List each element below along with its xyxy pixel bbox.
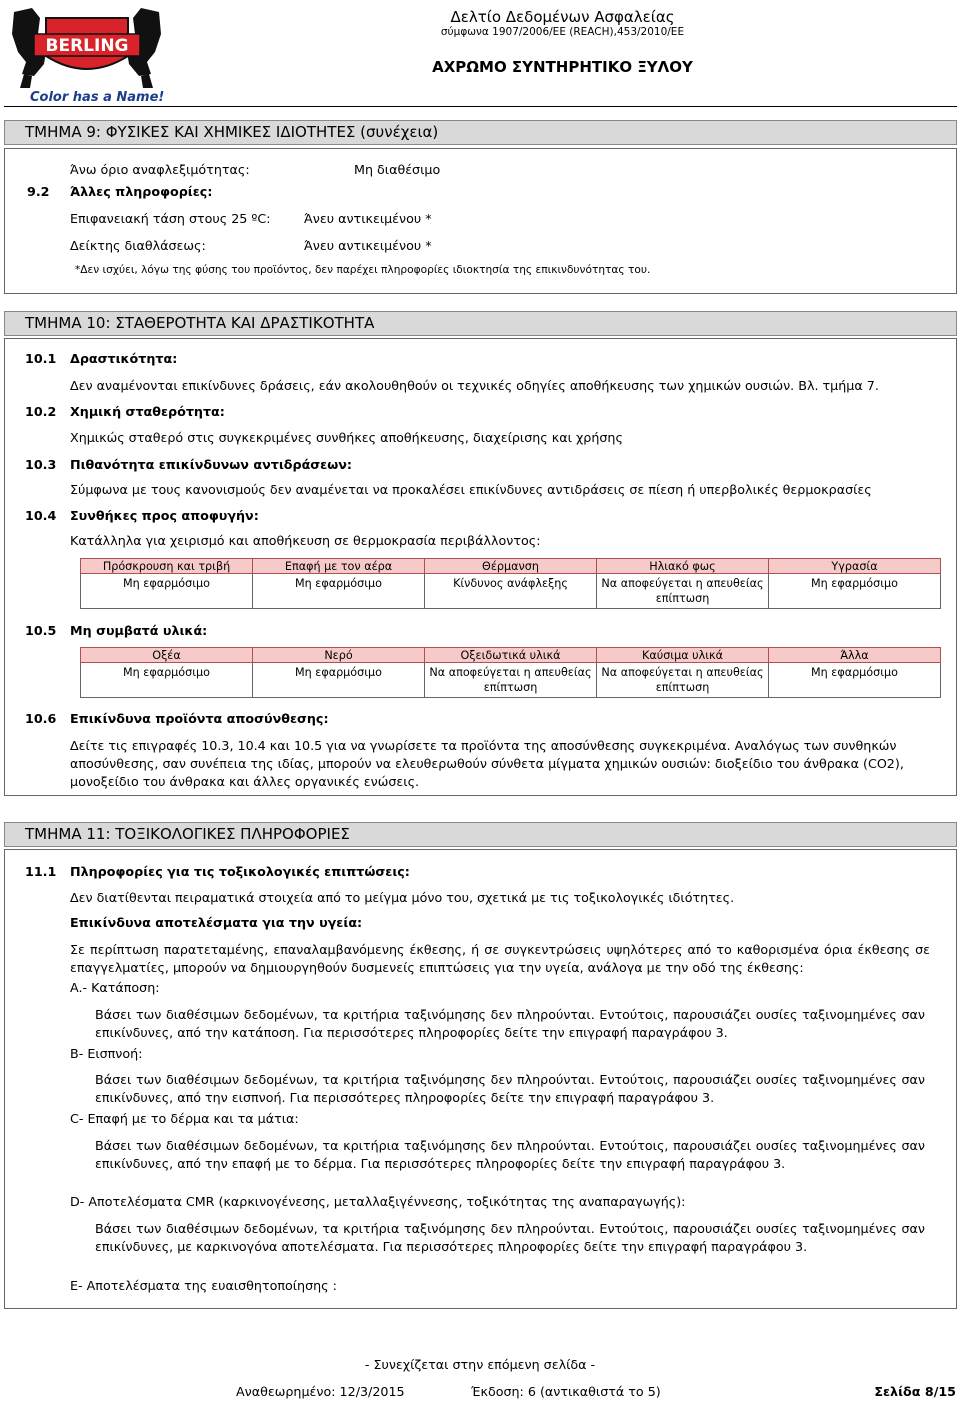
- incompatible-materials-table: [80, 647, 941, 698]
- subsection-10-2-number: 10.2: [25, 404, 57, 419]
- ingestion-label: A.- Κατάποση:: [70, 980, 160, 995]
- edition-info: Έκδοση: 6 (αντικαθιστά το 5): [471, 1384, 661, 1399]
- ingestion-text: Βάσει των διαθέσιμων δεδομένων, τα κριτήρια ταξινόμησης δεν πληρούνται. Εντούτοις, παρουσιάζει ουσίες ταξινομημένες σαν επικίνδυνες, από την κατάποση. Για περισσότερες πληροφορίες δείτε την επιγραφή παραγράφου 3.: [95, 1007, 925, 1040]
- section-10-header: ΤΜΗΜΑ 10: ΣΤΑΘΕΡΟΤΗΤΑ ΚΑΙ ΔΡΑΣΤΙΚΟΤΗΤΑ: [4, 311, 957, 336]
- table-cell: Μη εφαρμόσιμο: [769, 663, 941, 698]
- table-header-cell: Άλλα: [769, 648, 941, 663]
- decomposition-heading: Επικίνδυνα προϊόντα αποσύνθεσης:: [70, 711, 329, 726]
- table-header-cell: Υγρασία: [769, 559, 941, 574]
- table-header-cell: Νερό: [253, 648, 425, 663]
- subsection-10-5-number: 10.5: [25, 623, 57, 638]
- company-logo: [4, 4, 169, 104]
- product-name: ΑΧΡΩΜΟ ΣΥΝΤΗΡΗΤΙΚΟ ΞΥΛΟΥ: [432, 58, 693, 76]
- conditions-table: [80, 558, 941, 609]
- surface-tension-label: Επιφανειακή τάση στους 25 ºC:: [70, 211, 271, 226]
- inhalation-text: Βάσει των διαθέσιμων δεδομένων, τα κριτήρια ταξινόμησης δεν πληρούνται. Εντούτοις, παρουσιάζει ουσίες ταξινομημένες σαν επικίνδυνες, από την εισπνοή. Για περισσότερες πληροφορίες δείτε την επιγραφή παραγράφου 3.: [95, 1072, 925, 1105]
- toxicological-effects-text: Δεν διατίθενται πειραματικά στοιχεία από το μείγμα μόνο του, σχετικά με τις τοξικολογικές ιδιότητες.: [70, 890, 735, 905]
- hazardous-reactions-heading: Πιθανότητα επικίνδυνων αντιδράσεων:: [70, 457, 352, 472]
- section-9-note: *Δεν ισχύει, λόγω της φύσης του προϊόντος, δεν παρέχει πληροφορίες ιδιοκτησία της επικινδυνότητας του.: [75, 264, 651, 276]
- subsection-10-6-number: 10.6: [25, 711, 57, 726]
- conditions-avoid-heading: Συνθήκες προς αποφυγήν:: [70, 508, 259, 523]
- section-9-header: ΤΜΗΜΑ 9: ΦΥΣΙΚΕΣ ΚΑΙ ΧΗΜΙΚΕΣ ΙΔΙΟΤΗΤΕΣ (συνέχεια): [4, 120, 957, 145]
- reactivity-heading: Δραστικότητα:: [70, 351, 178, 366]
- table-row: [81, 663, 941, 698]
- surface-tension-value: Άνευ αντικειμένου *: [304, 211, 432, 226]
- skin-eye-contact-label: C- Επαφή με το δέρμα και τα μάτια:: [70, 1111, 299, 1126]
- other-info-heading: Άλλες πληροφορίες:: [70, 184, 213, 199]
- table-cell: Μη εφαρμόσιμο: [769, 574, 941, 609]
- subsection-11-1-number: 11.1: [25, 864, 57, 879]
- chemical-stability-text: Χημικώς σταθερό στις συγκεκριμένες συνθήκες αποθήκευσης, διαχείρισης και χρήσης: [70, 430, 623, 445]
- table-cell: Κίνδυνος ανάφλεξης: [425, 574, 597, 609]
- subsection-10-4-number: 10.4: [25, 508, 57, 523]
- table-header-cell: Ηλιακό φως: [597, 559, 769, 574]
- subsection-10-1-number: 10.1: [25, 351, 57, 366]
- table-cell: Μη εφαρμόσιμο: [253, 663, 425, 698]
- table-header-cell: Οξειδωτικά υλικά: [425, 648, 597, 663]
- conditions-avoid-text: Κατάλληλα για χειρισμό και αποθήκευση σε θερμοκρασία περιβάλλοντος:: [70, 533, 541, 548]
- upper-flammability-label: Άνω όριο αναφλεξιμότητας:: [70, 162, 250, 177]
- toxicological-effects-heading: Πληροφορίες για τις τοξικολογικές επιπτώσεις:: [70, 864, 410, 879]
- inhalation-label: B- Εισπνοή:: [70, 1046, 143, 1061]
- page-number: Σελίδα 8/15: [874, 1384, 956, 1399]
- document-title: Δελτίο Δεδομένων Ασφαλείας: [450, 8, 675, 26]
- reactivity-text: Δεν αναμένονται επικίνδυνες δράσεις, εάν ακολουθηθούν οι τεχνικές οδηγίες αποθήκευσης των χημικών ουσιών. Βλ. τμήμα 7.: [70, 378, 879, 393]
- decomposition-text: Δείτε τις επιγραφές 10.3, 10.4 και 10.5 για να γνωρίσετε τα προϊόντα της αποσύνθεσης συγκεκριμένα. Αναλόγως των συνθηκών αποσύνθεσης, σαν συνέπεια της ιδίας, μπορούν να ελευθερωθούν σύνθετα μίγματα χημικών ουσιών: διοξείδιο του άνθρακα (CO2), μονοξείδιο του άνθρακα και άλλες οργανικές ενώσεις.: [70, 738, 904, 789]
- logo-tagline: Color has a Name!: [30, 90, 165, 104]
- cmr-effects-label: D- Αποτελέσματα CMR (καρκινογένεσης, μεταλλαξιγέννεσης, τοξικότητας της αναπαραγωγής):: [70, 1194, 686, 1209]
- revision-date: Αναθεωρημένο: 12/3/2015: [236, 1384, 405, 1399]
- chemical-stability-heading: Χημική σταθερότητα:: [70, 404, 225, 419]
- upper-flammability-value: Μη διαθέσιμο: [354, 162, 441, 177]
- regulation-reference: σύμφωνα 1907/2006/ΕΕ (REACH),453/2010/ΕΕ: [440, 26, 685, 38]
- table-row: [81, 574, 941, 609]
- sensitization-label: E- Αποτελέσματα της ευαισθητοποίησης :: [70, 1278, 337, 1293]
- logo-wordmark: BERLING: [45, 36, 129, 56]
- table-cell: Να αποφεύγεται η απευθείας επίπτωση: [425, 663, 597, 698]
- table-cell: Να αποφεύγεται η απευθείας επίπτωση: [597, 574, 769, 609]
- subsection-10-3-number: 10.3: [25, 457, 57, 472]
- refraction-label: Δείκτης διαθλάσεως:: [70, 238, 206, 253]
- cmr-effects-text: Βάσει των διαθέσιμων δεδομένων, τα κριτήρια ταξινόμησης δεν πληρούνται. Εντούτοις, παρουσιάζει ουσίες ταξινομημένες σαν επικίνδυνες, με καρκινογόνα αποτελέσματα. Για περισσότερες πληροφορίες δείτε την επιγραφή παραγράφου 3.: [95, 1221, 925, 1254]
- table-header-cell: Οξέα: [81, 648, 253, 663]
- table-header-cell: Επαφή με τον αέρα: [253, 559, 425, 574]
- continued-notice: - Συνεχίζεται στην επόμενη σελίδα -: [364, 1357, 596, 1372]
- hazardous-reactions-text: Σύμφωνα με τους κανονισμούς δεν αναμένεται να προκαλέσει επικίνδυνες αντιδράσεις σε πίεση ή υπερβολικές θερμοκρασίες: [70, 482, 872, 497]
- table-cell: Μη εφαρμόσιμο: [253, 574, 425, 609]
- refraction-value: Άνευ αντικειμένου *: [304, 238, 432, 253]
- table-cell: Μη εφαρμόσιμο: [81, 663, 253, 698]
- health-effects-heading: Επικίνδυνα αποτελέσματα για την υγεία:: [70, 915, 363, 930]
- incompatible-materials-heading: Μη συμβατά υλικά:: [70, 623, 208, 638]
- header-divider: [4, 106, 957, 107]
- section-11-header: ΤΜΗΜΑ 11: ΤΟΞΙΚΟΛΟΓΙΚΕΣ ΠΛΗΡΟΦΟΡΙΕΣ: [4, 822, 957, 847]
- table-header-cell: Καύσιμα υλικά: [597, 648, 769, 663]
- table-cell: Μη εφαρμόσιμο: [81, 574, 253, 609]
- health-effects-text: Σε περίπτωση παρατεταμένης, επαναλαμβανόμενης έκθεσης, ή σε συγκεντρώσεις υψηλότερες από το καθορισμένα όρια έκθεσης σε επαγγελματίες, μπορούν να δημιουργηθούν δυσμενείς επιπτώσεις για την υγεία, ανάλογα με την οδό της έκθεσης:: [70, 942, 930, 975]
- table-header-cell: Θέρμανση: [425, 559, 597, 574]
- skin-eye-contact-text: Βάσει των διαθέσιμων δεδομένων, τα κριτήρια ταξινόμησης δεν πληρούνται. Εντούτοις, παρουσιάζει ουσίες ταξινομημένες σαν επικίνδυνες, από την επαφή με το δέρμα. Για περισσότερες πληροφορίες δείτε την επιγραφή παραγράφου 3.: [95, 1138, 925, 1171]
- subsection-9-2-number: 9.2: [27, 184, 50, 199]
- table-header-cell: Πρόσκρουση και τριβή: [81, 559, 253, 574]
- table-cell: Να αποφεύγεται η απευθείας επίπτωση: [597, 663, 769, 698]
